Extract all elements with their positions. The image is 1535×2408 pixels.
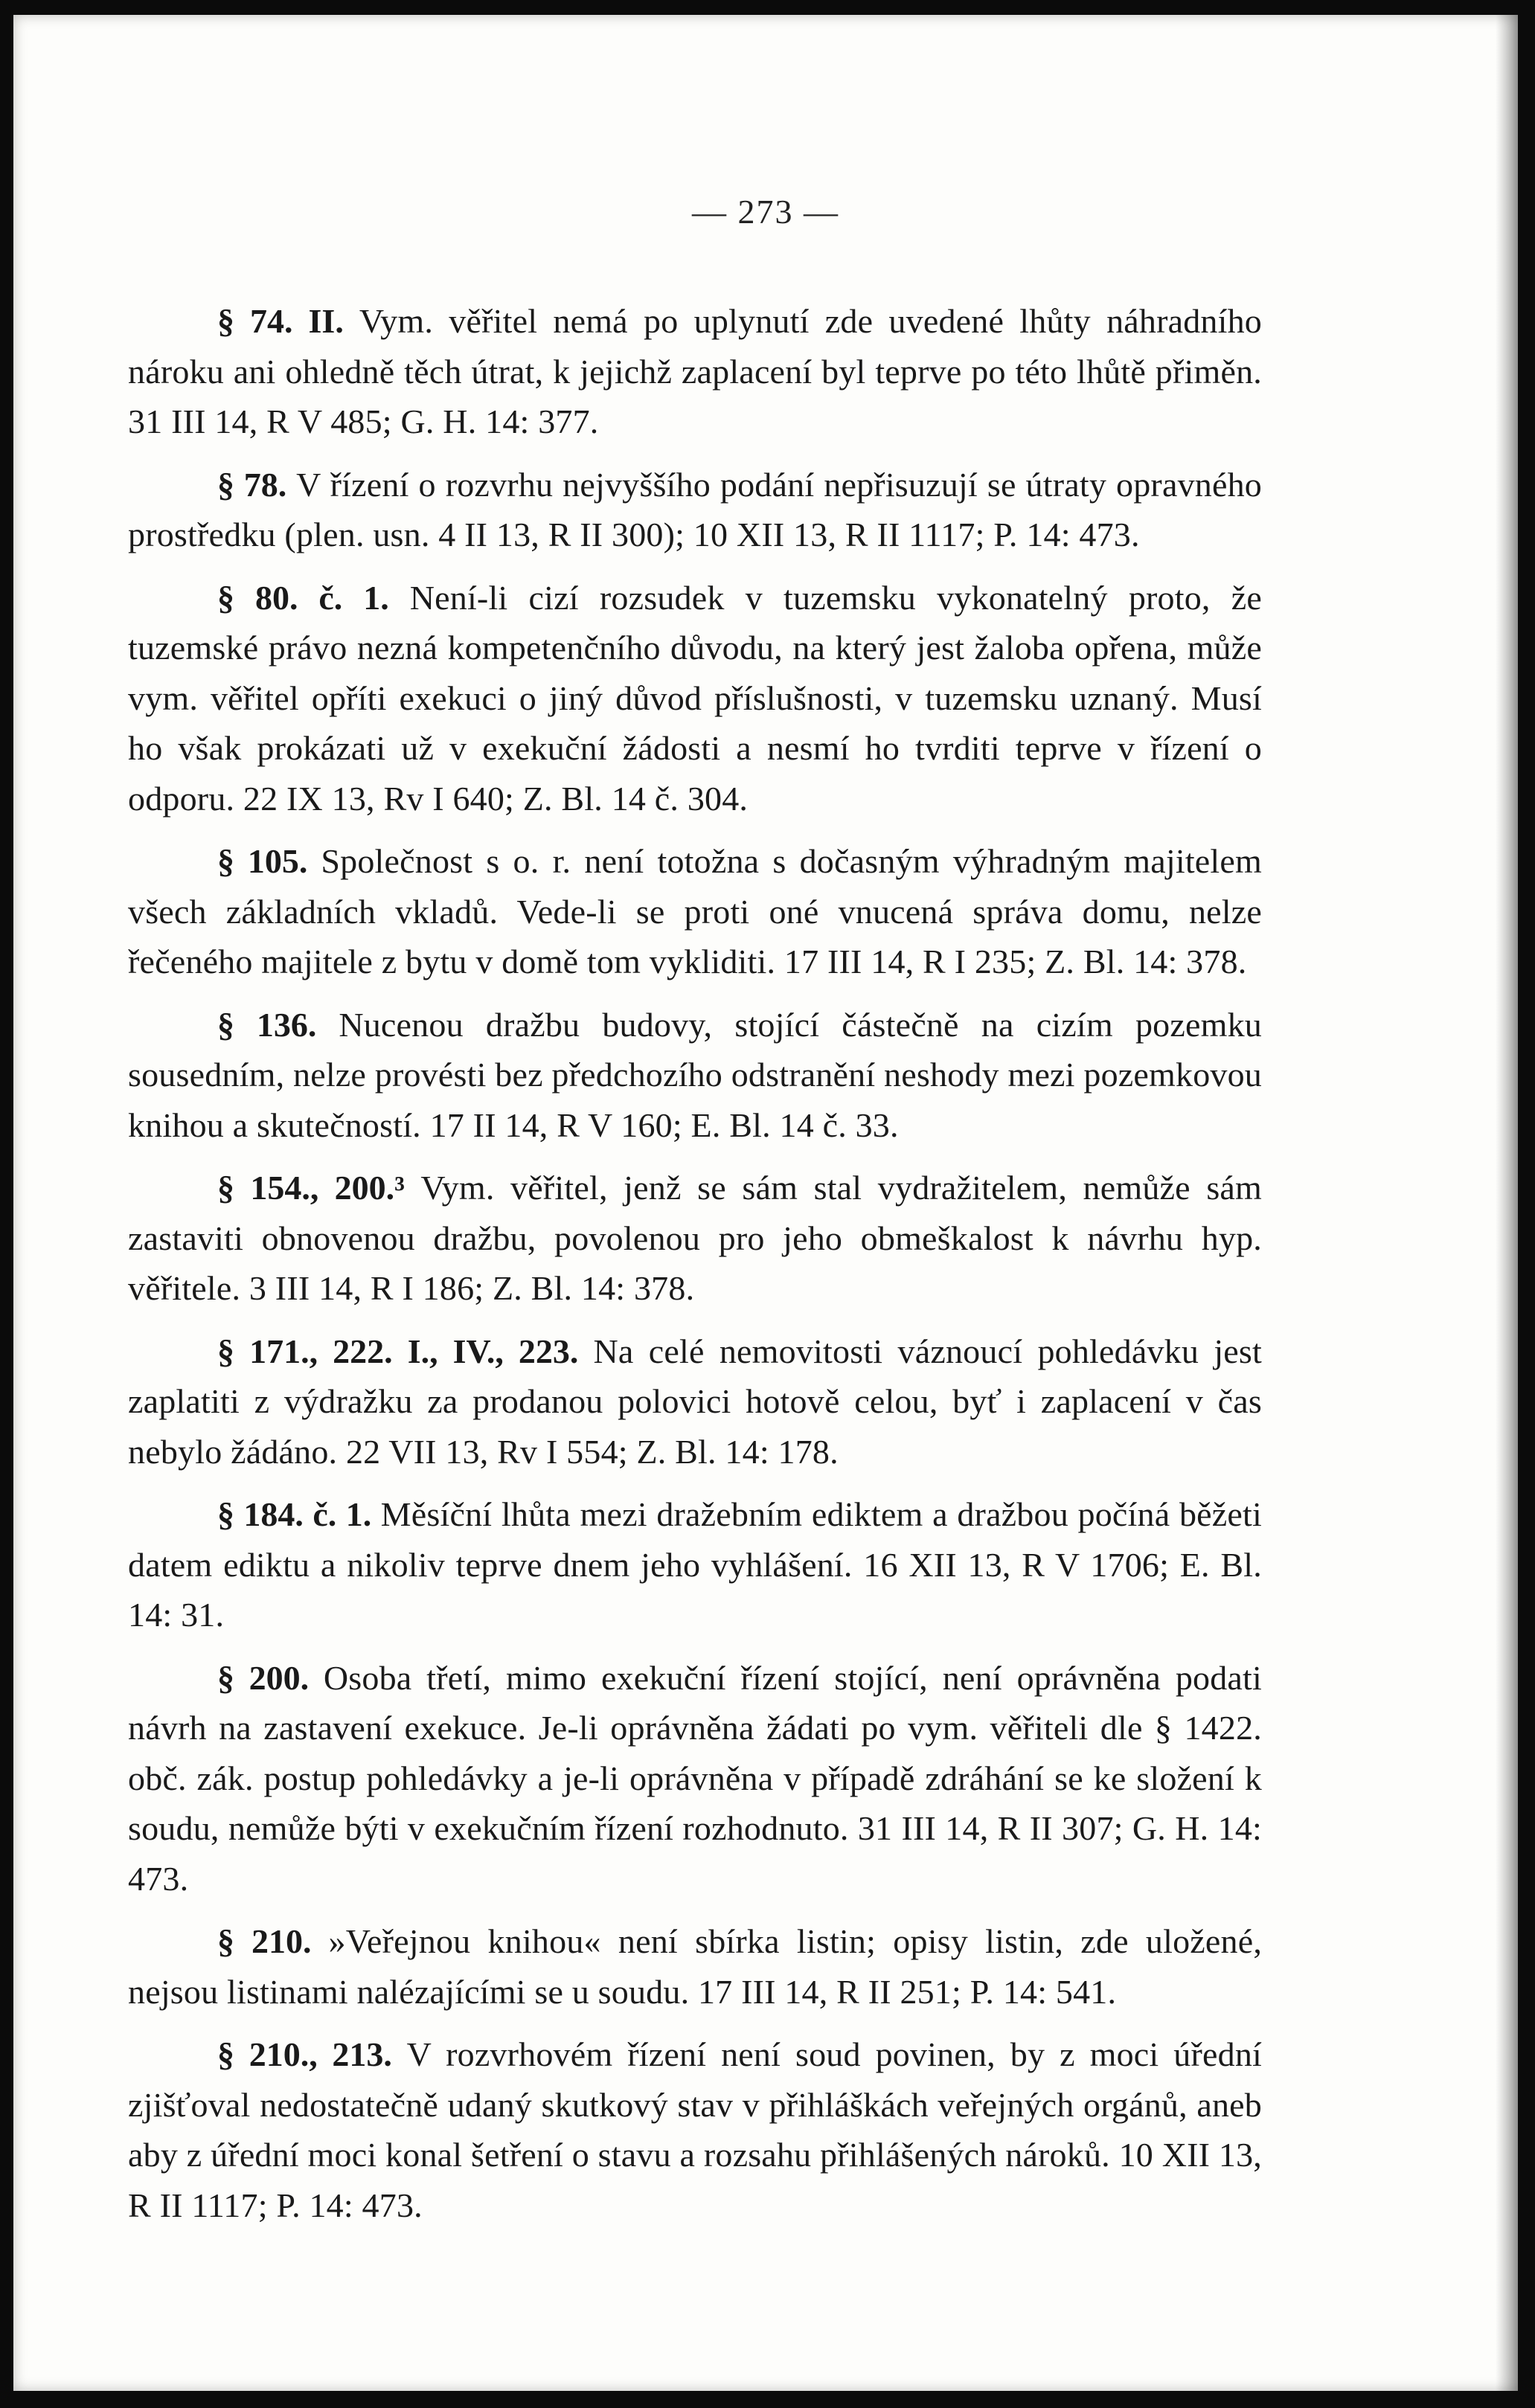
section-reference: § 171., 222. I., IV., 223. (217, 1332, 579, 1370)
entry-text: Na celé nemovitosti váznoucí pohledávku jest zaplatiti z výdražku za prodanou polovici hotově celou, byť i zaplacení v čas nebylo žádáno. 22 VII 13, Rv I 554; Z. Bl. 14: 178. (128, 1332, 1262, 1471)
section-reference: § 80. č. 1. (217, 578, 389, 617)
entry-par-210-213 (128, 2029, 1262, 2230)
entry-par-184 (128, 1489, 1262, 1640)
entry-par-80 (128, 573, 1262, 824)
section-reference: § 136. (217, 1005, 317, 1044)
entry-text: Vym. věřitel, jenž se sám stal vydražitelem, nemůže sám zastaviti obnovenou dražbu, povolenou pro jeho obmeškalost k návrhu hyp. věřitele. 3 III 14, R I 186; Z. Bl. 14: 378. (128, 1169, 1263, 1307)
page-number: — 273 — (692, 193, 839, 231)
entry-text: Nucenou dražbu budovy, stojící částečně na cizím pozemku sousedním, nelze provésti bez předchozího odstranění neshody mezi pozemkovou knihou a skutečností. 17 II 14, R V 160; E. Bl. 14 č. 33. (128, 1005, 1262, 1144)
book-page (13, 15, 1518, 2391)
page-content (128, 296, 1262, 2243)
entry-text: Společnost s o. r. není totožna s dočasným výhradným majitelem všech základních vkladů. Vede-li se proti oné vnucená správa domu, nelze řečeného majitele z bytu v domě tom vykliditi. 17 III 14, R I 235; Z. Bl. 14: 378. (128, 842, 1263, 980)
entry-par-74 (128, 296, 1262, 447)
entry-par-200 (128, 1653, 1262, 1904)
section-reference: § 210. (217, 1922, 312, 1960)
page-edge-shadow (1496, 15, 1518, 2391)
entry-text: V rozvrhovém řízení není soud povinen, by z moci úřední zjišťoval nedostatečně udaný skutkový stav v přihláškách veřejných orgánů, aneb aby z úřední moci konal šetření o stavu a rozsahu přihlášených nároků. 10 XII 13, R II 1117; P. 14: 473. (128, 2035, 1262, 2224)
section-reference: § 210., 213. (217, 2035, 392, 2073)
entry-par-171 (128, 1326, 1262, 1477)
section-reference: § 184. č. 1. (217, 1495, 372, 1533)
entry-text: »Veřejnou knihou« není sbírka listin; opisy listin, zde uložené, nejsou listinami nalézajícími se u soudu. 17 III 14, R II 251; P. 14: 541. (128, 1922, 1263, 2011)
section-reference: § 200. (217, 1658, 310, 1697)
entry-par-105 (128, 836, 1262, 987)
entry-par-78 (128, 460, 1262, 560)
entry-text: Měsíční lhůta mezi dražebním ediktem a dražbou počíná běžeti datem ediktu a nikoliv teprve dnem jeho vyhlášení. 16 XII 13, R V 1706; E. Bl. 14: 31. (128, 1495, 1262, 1634)
entry-text: Vym. věřitel nemá po uplynutí zde uvedené lhůty náhradního nároku ani ohledně těch útrat, k jejichž zaplacení byl teprve po této lhůtě přiměn. 31 III 14, R V 485; G. H. 14: 377. (128, 302, 1263, 440)
entry-text: Není-li cizí rozsudek v tuzemsku vykonatelný proto, že tuzemské právo nezná kompetenčního důvodu, na který jest žaloba opřena, může vym. věřitel opříti exekuci o jiný důvod příslušnosti, v tuzemsku uznaný. Musí ho však prokázati už v exekuční žádosti a nesmí ho tvrditi teprve v řízení o odporu. 22 IX 13, Rv I 640; Z. Bl. 14 č. 304. (128, 578, 1263, 818)
section-reference: § 154., 200.³ (217, 1169, 405, 1207)
entry-par-154 (128, 1163, 1262, 1314)
entry-par-210 (128, 1916, 1262, 2017)
entry-text: V řízení o rozvrhu nejvyššího podání nepřisuzují se útraty opravného prostředku (plen. usn. 4 II 13, R II 300); 10 XII 13, R II 1117; P. 14: 473. (128, 465, 1262, 553)
entry-text: Osoba třetí, mimo exekuční řízení stojící, není oprávněna podati návrh na zastavení exekuce. Je-li oprávněna žádati po vym. věřiteli dle § 1422. obč. zák. postup pohledávky a je-li oprávněna v případě zdráhání se ke složení k soudu, nemůže býti v exekučním řízení rozhodnuto. 31 III 14, R II 307; G. H. 14: 473. (128, 1658, 1263, 1898)
section-reference: § 78. (217, 465, 287, 504)
section-reference: § 105. (217, 842, 308, 880)
entry-par-136 (128, 1000, 1262, 1151)
section-reference: § 74. II. (217, 302, 344, 340)
